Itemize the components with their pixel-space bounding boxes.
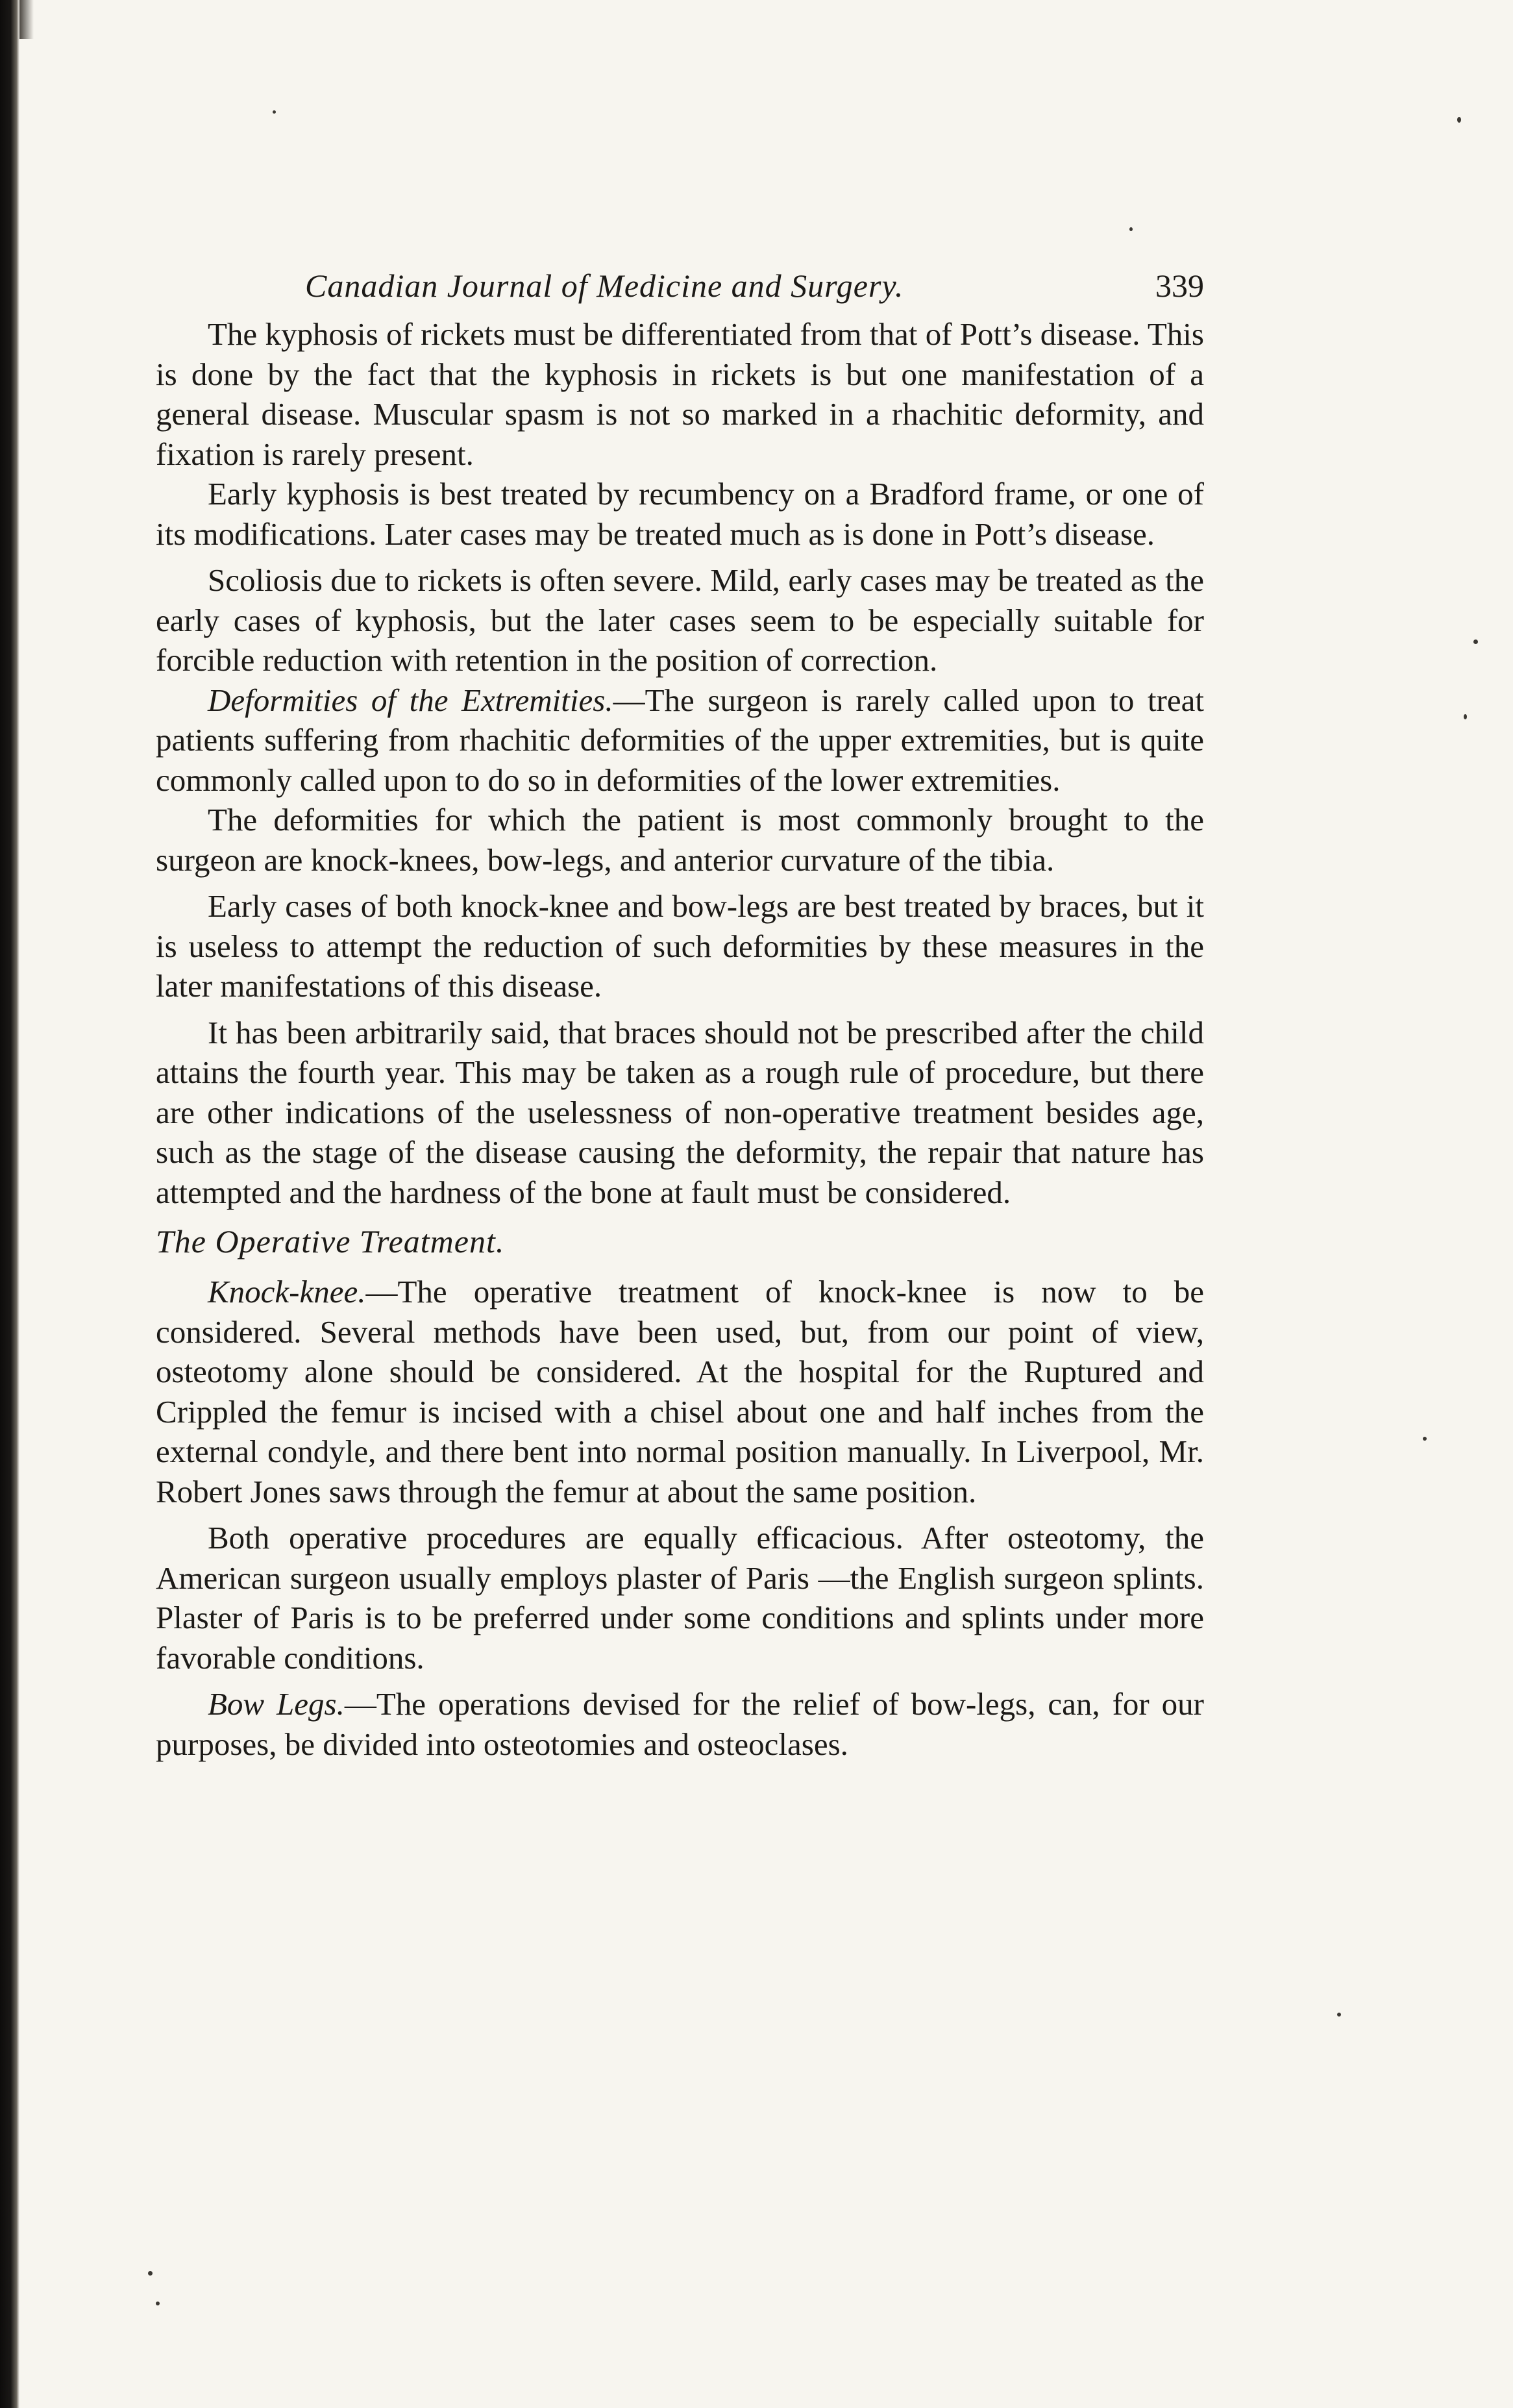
paragraph-deformities-extremities <box>156 680 1204 801</box>
page-speck <box>1464 714 1467 719</box>
paragraph-text: —The operations devised for the relief of bow-legs, can, for our purposes, be divided into osteotomies and osteoclases. <box>156 1686 1204 1762</box>
paragraph-bow-legs <box>156 1684 1204 1764</box>
paragraph-run-in-heading: Bow Legs. <box>208 1686 345 1722</box>
page-speck <box>1473 639 1478 644</box>
binding-edge <box>0 0 19 2408</box>
paragraph-knock-knee <box>156 1272 1204 1511</box>
binding-shadow <box>19 0 34 39</box>
paragraph-run-in-heading: Knock-knee. <box>208 1274 366 1310</box>
article-body <box>156 314 1204 1764</box>
running-head <box>156 260 1204 312</box>
paragraph-early-kyphosis: Early kyphosis is best treated by recumbency on a Bradford frame, or one of its modifications. Later cases may be treated much as is done in Pott’s disease. <box>156 476 1204 552</box>
paragraph-deformities-brought: The deformities for which the patient is most commonly brought to the surgeon are knock-knees, bow-legs, and anterior curvature of the tibia. <box>156 802 1204 878</box>
page-speck <box>1337 2013 1341 2017</box>
page-number: 339 <box>1155 267 1204 304</box>
running-title: Canadian Journal of Medicine and Surgery. <box>305 267 904 304</box>
paragraph-text: —The surgeon is rarely called upon to treat patients suffering from rhachitic deformities of the upper extremities, but is quite commonly called upon to do so in deformities of the lower extremities. <box>156 682 1204 798</box>
page-speck <box>1457 117 1461 123</box>
section-heading: The Operative Treatment. <box>156 1223 505 1260</box>
page-speck <box>1129 227 1133 231</box>
journal-page <box>156 260 1204 1764</box>
paragraph-scoliosis: Scoliosis due to rickets is often severe. Mild, early cases may be treated as the early cases of kyphosis, but the later cases seem to be especially suitable for forcible reduction with retention in the position of correction. <box>156 562 1204 678</box>
paragraph-text: —The operative treatment of knock-knee is now to be considered. Several methods have been used, but, from our point of view, osteotomy alone should be considered. At the hospital for the Ruptured and Crippled the femur is incised with a chisel about one and half inches from the external condyle, and there bent into normal position manually. In Liverpool, Mr. Robert Jones saws through the femur at about the same position. <box>156 1274 1204 1509</box>
paragraph-braces-early: Early cases of both knock-knee and bow-legs are best treated by braces, but it is useless to attempt the reduction of such deformities by these measures in the later manifestations of this disease. <box>156 888 1204 1004</box>
page-speck <box>156 2302 160 2305</box>
paragraph-operative-procedures: Both operative procedures are equally efficacious. After osteotomy, the American surgeon usually employs plaster of Paris —the English surgeon splints. Plaster of Paris is to be preferred under some conditions and splints under more favorable conditions. <box>156 1520 1204 1676</box>
page-speck <box>1423 1437 1427 1441</box>
paragraph-braces-age: It has been arbitrarily said, that braces should not be prescribed after the child attains the fourth year. This may be taken as a rough rule of procedure, but there are other indications of the uselessness of non-operative treatment besides age, such as the stage of the disease causing the deformity, the repair that nature has attempted and the hardness of the bone at fault must be considered. <box>156 1014 1204 1210</box>
paragraph-run-in-heading: Deformities of the Extremities. <box>208 682 613 718</box>
paragraph-kyphosis-differentiation: The kyphosis of rickets must be differentiated from that of Pott’s disease. This is done by the fact that the kyphosis in rickets is but one manifestation of a general disease. Muscular spasm is not so marked in a rhachitic deformity, and fixation is rarely present. <box>156 316 1204 472</box>
page-speck <box>273 110 276 114</box>
page-speck <box>148 2271 153 2276</box>
